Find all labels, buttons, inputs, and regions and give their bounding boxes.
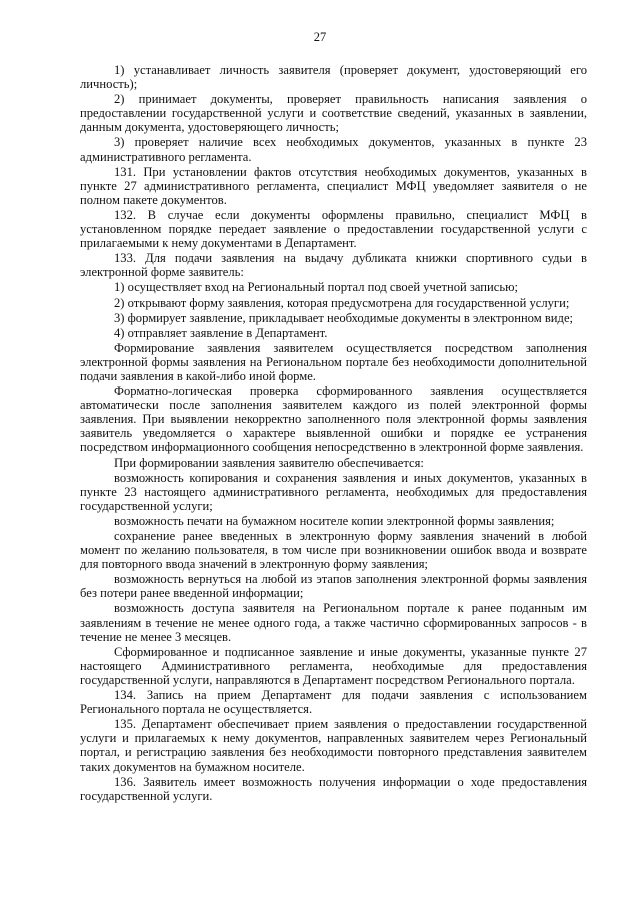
paragraph: 1) осуществляет вход на Региональный портал под своей учетной записью; <box>114 280 519 295</box>
paragraph: возможность печати на бумажном носителе копии электронной формы заявления; <box>114 513 555 528</box>
paragraph: 3) формирует заявление, прикладывает необходимые документы в электронном виде; <box>114 310 574 325</box>
paragraph: 1) устанавливает личность заявителя (проверяет документ, удостоверяющий его личность); <box>80 63 587 92</box>
paragraph: 135. Департамент обеспечивает прием заявления о предоставлении государственной услуги и прилагаемых к нему документов, направленных заявителем через Региональный портал, и регистрацию заявления без необходимости повторного представления заявителем таких документов на бумажном носителе. <box>80 717 587 774</box>
paragraph: возможность вернуться на любой из этапов заполнения электронной формы заявления без потери ранее введенной информации; <box>80 572 587 601</box>
document-body <box>80 62 587 803</box>
paragraph: 136. Заявитель имеет возможность получения информации о ходе предоставления государственной услуги. <box>80 774 587 803</box>
paragraph: 134. Запись на прием Департамент для подачи заявления с использованием Регионального портала не осуществляется. <box>80 688 587 717</box>
paragraph: возможность копирования и сохранения заявления и иных документов, указанных в пункте 23 настоящего административного регламента, необходимых для предоставления государственной услуги; <box>80 470 587 513</box>
paragraph: 2) открывают форму заявления, которая предусмотрена для государственной услуги; <box>114 295 570 310</box>
paragraph: Сформированное и подписанное заявление и иные документы, указанные пункте 27 настоящего Административного регламента, необходимые для предоставления государственной услуги, направляются в Департамент посредством Регионального портала. <box>80 644 587 687</box>
paragraph: 131. При установлении фактов отсутствия необходимых документов, указанных в пункте 27 административного регламента, специалист МФЦ уведомляет заявителя о не полном пакете документов. <box>80 164 587 207</box>
paragraph: 2) принимает документы, проверяет правильность написания заявления о предоставлении государственной услуги и соответствие сведений, указанных в заявлении, данным документа, удостоверяющего личность; <box>80 92 587 135</box>
paragraph: 3) проверяет наличие всех необходимых документов, указанных в пункте 23 административного регламента. <box>80 135 587 164</box>
paragraph: Форматно-логическая проверка сформированного заявления осуществляется автоматически после заполнения заявителем каждого из полей электронной формы заявления. При выявлении некорректно заполненного поля электронной формы заявления заявитель уведомляется о характере выявленной ошибки и порядке ее устранения посредством информационного сообщения непосредственно в электронной форме заявления. <box>80 384 587 455</box>
paragraph: возможность доступа заявителя на Региональном портале к ранее поданным им заявлениям в течение не менее одного года, а также частично сформированных запросов - в течение не менее 3 месяцев. <box>80 601 587 644</box>
paragraph: При формировании заявления заявителю обеспечивается: <box>114 455 424 470</box>
paragraph: Формирование заявления заявителем осуществляется посредством заполнения электронной формы заявления на Региональном портале без необходимости дополнительной подачи заявления в какой-либо иной форме. <box>80 340 587 383</box>
paragraph: 133. Для подачи заявления на выдачу дубликата книжки спортивного судьи в электронной форме заявитель: <box>80 251 587 280</box>
paragraph: 4) отправляет заявление в Департамент. <box>114 325 328 340</box>
paragraph: 132. В случае если документы оформлены правильно, специалист МФЦ в установленном порядке передает заявление о предоставлении государственной услуги с прилагаемыми к нему документами в Департамент. <box>80 207 587 251</box>
page-number: 27 <box>313 30 327 44</box>
paragraph: сохранение ранее введенных в электронную форму заявления значений в любой момент по желанию пользователя, в том числе при возникновении ошибок ввода и возврате для повторного ввода значений в электронную форму заявления; <box>80 529 587 572</box>
